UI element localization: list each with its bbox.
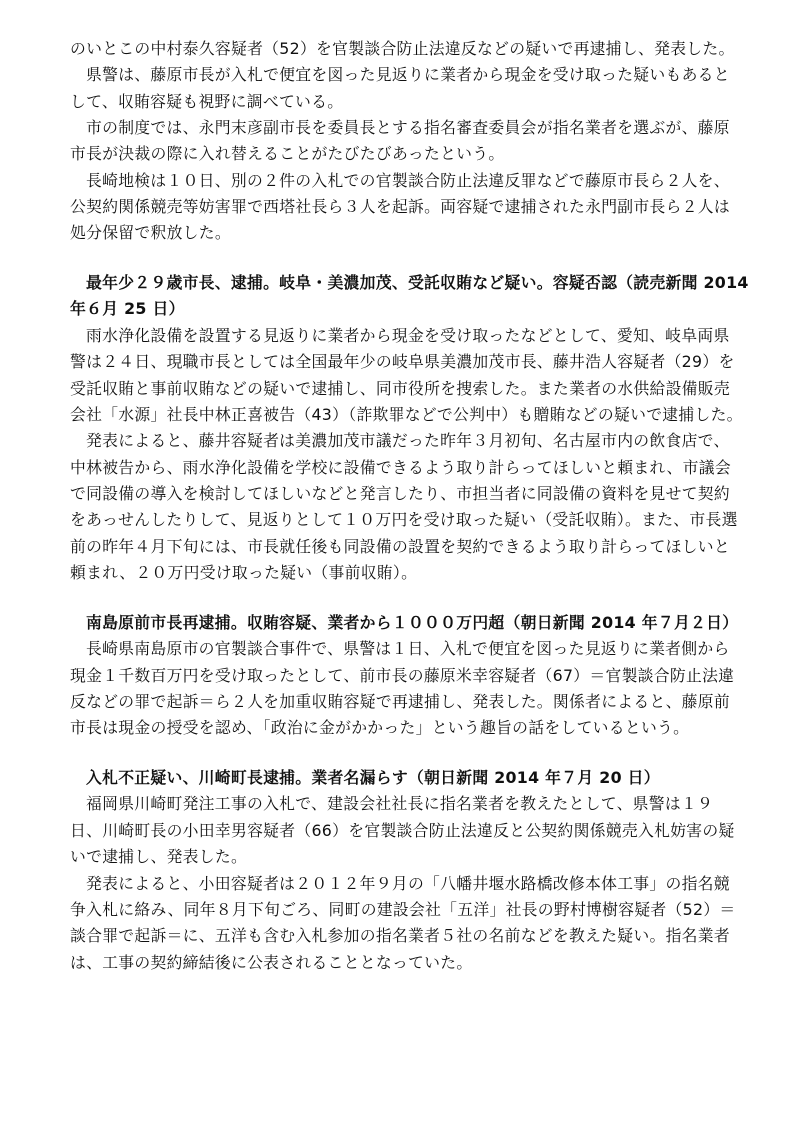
article2-line-1: 長崎県南島原市の官製談合事件で、県警は１日、入札で便宜を図った見返りに業者側から <box>86 639 730 658</box>
article3-line-6: 談合罪で起訴＝に、五洋も含む入札参加の指名業者５社の名前などを教えた疑い。指名業者 <box>70 926 730 945</box>
article3-line-5: 争入札に絡み、同年８月下旬ごろ、同町の建設会社「五洋」社長の野村博樹容疑者（52）＝ <box>70 900 736 919</box>
article3-headline: 入札不正疑い、川崎町長逮捕。業者名漏らす（朝日新聞 2014 年７月 20 日） <box>86 768 660 787</box>
article1-headline: 最年少２９歳市長、逮捕。岐阜・美濃加茂、受託収賄など疑い。容疑否認（読売新聞 2014 <box>86 273 749 292</box>
article1-line-6: 中林被告から、雨水浄化設備を学校に設備できるよう取り計らってほしいと頼まれ、市議会 <box>70 458 731 477</box>
article3-line-3: いで逮捕し、発表した。 <box>70 847 248 866</box>
intro-line-4: 市の制度では、永門末彦副市長を委員長とする指名審査委員会が指名業者を選ぶが、藤原 <box>86 118 730 137</box>
article2-line-4: 市長は現金の授受を認め、「政治に金がかかった」という趣旨の話をしているという。 <box>70 718 690 737</box>
intro-line-5: 市長が決裁の際に入れ替えることがたびたびあったという。 <box>70 144 505 163</box>
article1-line-8: をあっせんしたりして、見返りとして１０万円を受け取った疑い（受託収賄）。また、市長選 <box>70 510 738 529</box>
intro-line-7: 公契約関係競売等妨害罪で西塔社長ら３人を起訴。両容疑で逮捕された永門副市長ら２人は <box>70 197 730 216</box>
article1-line-9: 前の昨年４月下旬には、市長就任後も同設備の設置を契約できるよう取り計らってほしいと <box>70 537 730 556</box>
article1-line-4: 会社「水源」社長中林正喜被告（43）（詐欺罪などで公判中）も贈賄などの疑いで逮捕した。 <box>70 405 743 424</box>
article1-line-7: で同設備の導入を検討してほしいなどと発言したり、市担当者に同設備の資料を見せて契約 <box>70 484 730 503</box>
article3-line-1: 福岡県川崎町発注工事の入札で、建設会社社長に指名業者を教えたとして、県警は１９ <box>86 794 714 813</box>
intro-line-3: して、収賄容疑も視野に調べている。 <box>70 92 344 111</box>
intro-line-1: のいとこの中村泰久容疑者（52）を官製談合防止法違反などの疑いで再逮捕し、発表した。 <box>70 39 735 58</box>
article2-line-3: 反などの罪で起訴＝ら２人を加重収賄容疑で再逮捕し、発表した。関係者によると、藤原前 <box>70 692 730 711</box>
article1-line-5: 発表によると、藤井容疑者は美濃加茂市議だった昨年３月初旬、名古屋市内の飲食店で、 <box>86 431 730 450</box>
article3-line-4: 発表によると、小田容疑者は２０１２年９月の「八幡井堰水路橋改修本体工事」の指名競 <box>86 874 730 893</box>
intro-line-8: 処分保留で釈放した。 <box>70 223 231 242</box>
article1-line-1: 雨水浄化設備を設置する見返りに業者から現金を受け取ったなどとして、愛知、岐阜両県 <box>86 326 730 345</box>
article1-line-10: 頼まれ、２０万円受け取った疑い（事前収賄）。 <box>70 563 418 582</box>
article3-line-7: は、工事の契約締結後に公表されることとなっていた。 <box>70 953 473 972</box>
article1-line-2: 警は２４日、現職市長としては全国最年少の岐阜県美濃加茂市長、藤井浩人容疑者（29）を <box>70 352 735 371</box>
intro-line-6: 長崎地検は１０日、別の２件の入札での官製談合防止法違反罪などで藤原市長ら２人を、 <box>86 171 730 190</box>
article2-headline: 南島原前市長再逮捕。収賄容疑、業者から１０００万円超（朝日新聞 2014 年７月２日） <box>86 613 739 632</box>
article3-line-2: 日、川崎町長の小田幸男容疑者（66）を官製談合防止法違反と公契約関係競売入札妨害の疑 <box>70 821 735 840</box>
article1-headline-cont: 年６月 25 日） <box>70 299 185 318</box>
article1-line-3: 受託収賄と事前収賄などの疑いで逮捕し、同市役所を捜索した。また業者の水供給設備販売 <box>70 379 730 398</box>
intro-line-2: 県警は、藤原市長が入札で便宜を図った見返りに業者から現金を受け取った疑いもあると <box>86 65 730 84</box>
article2-line-2: 現金１千数百万円を受け取ったとして、前市長の藤原米幸容疑者（67）＝官製談合防止法違 <box>70 666 735 685</box>
